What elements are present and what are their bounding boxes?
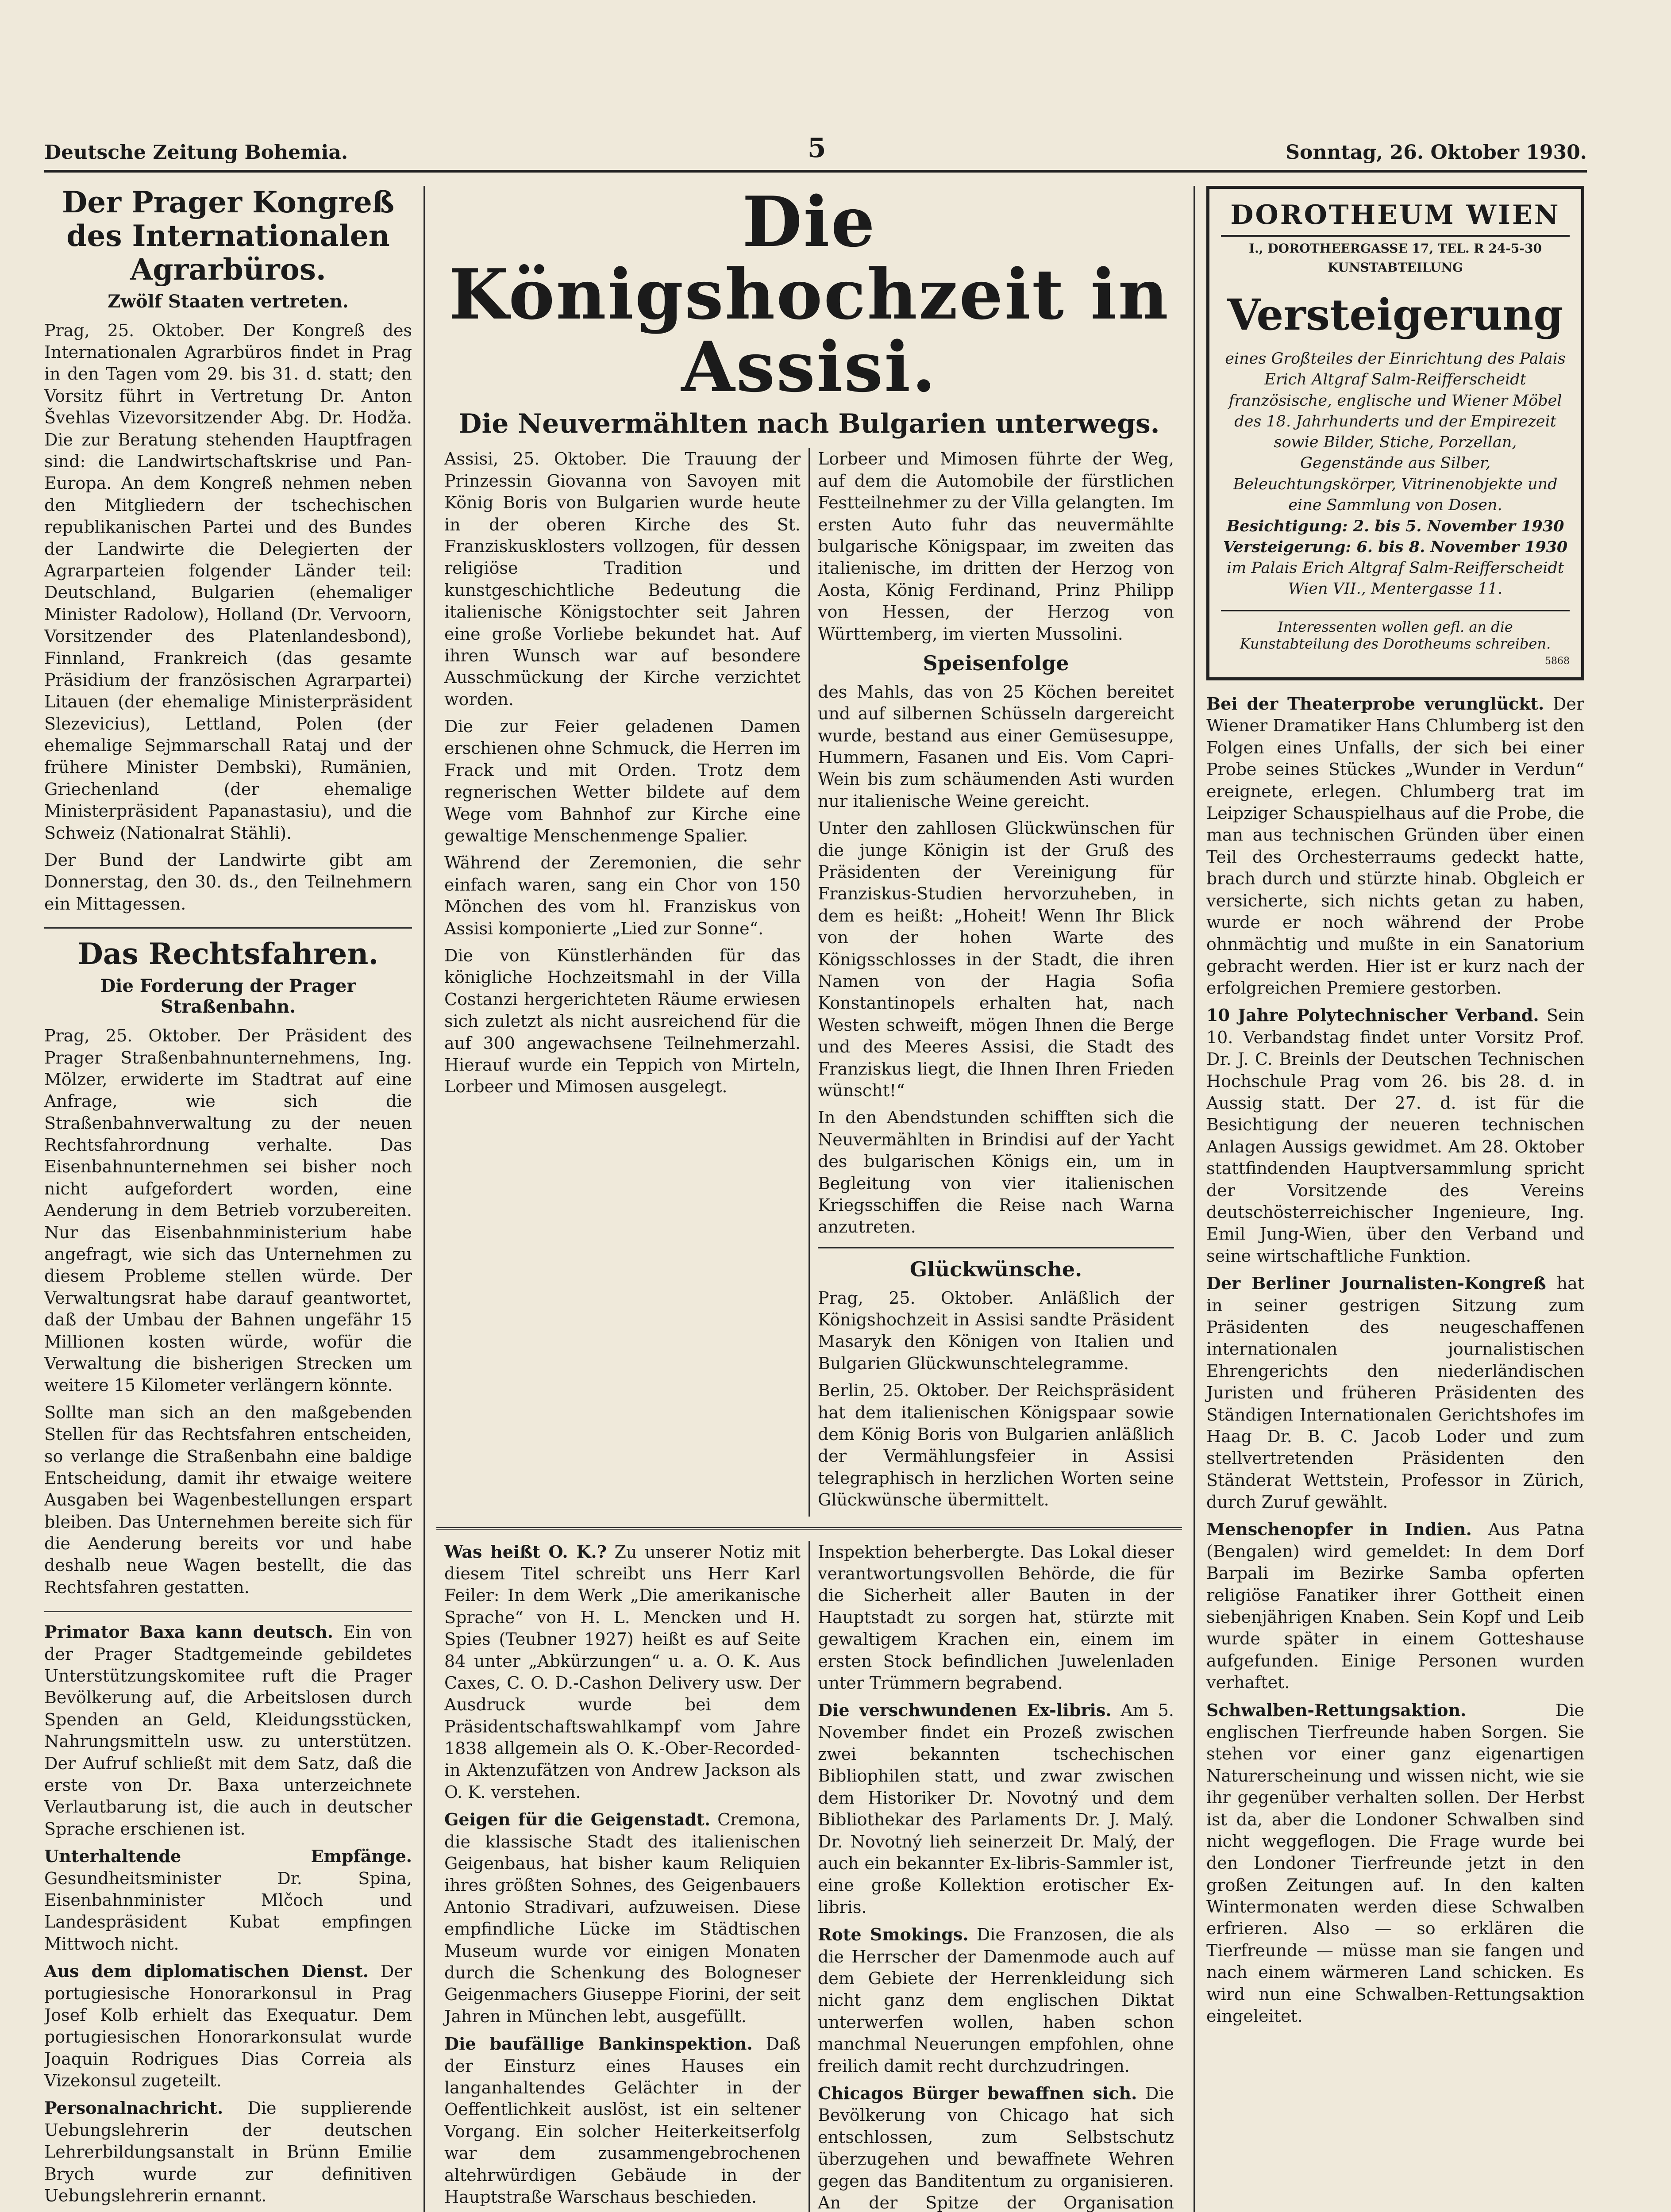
note-heading: Menschenopfer in Indien. [1206, 1519, 1472, 1540]
article-title: Das Rechtsfahren. [77, 937, 379, 972]
note [44, 1845, 412, 1955]
note-heading: Personalnachricht. [44, 2098, 223, 2118]
note [1206, 1272, 1584, 1513]
note [444, 1809, 801, 2028]
note-heading: Die verschwundenen Ex-libris. [818, 1700, 1112, 1720]
royal-columns [436, 448, 1182, 1516]
masthead [44, 133, 1587, 173]
ad-body: eines Großteiles der Einrichtung des Palais Erich Altgraf Salm-Reifferscheidt französische, englische und Wiener Möbel des 18. Jahrhunderts und der Empirezeit sowie Bilder, Stiche, Porzellan, Gegenstände aus Silber, Beleuchtungskörper, Vitrinenobjekte und eine Sammlung von Dosen. [1225, 350, 1566, 514]
paragraph: Die von Künstlerhänden für das königliche Hochzeitsmahl in der Villa Costanzi hergerichteten Räume erwiesen sich zuletzt als nicht ausreichend für die auf 300 angewachsene Teilnehmerzahl. Hierauf wurde ein Teppich von Mirteln, Lorbeer und Mimosen ausgelegt. [444, 945, 801, 1097]
divider [44, 1611, 412, 1612]
note-heading: Geigen für die Geigenstadt. [444, 1809, 710, 1830]
paragraph: Prag, 25. Oktober. Der Präsident des Prager Straßenbahnunternehmens, Ing. Mölzer, erwiderte im Stadtrat auf eine Anfrage, wie sich die Straßenbahnverwaltung zu der neuen Rechtsfahrordnung verhalte. Das Eisenbahnunternehmen sei bisher noch nicht aufgefordert worden, eine Aenderung in dem Betrieb vorzubereiten. Nur das Eisenbahnministerium habe angefragt, wie sich das Unternehmen zu diesem Probleme stellen würde. Der Verwaltungsrat habe darauf geantwortet, daß der Umbau der Bahnen ungefähr 15 Millionen kosten würde, wofür die Verwaltung die bisherigen Strecken um weitere 15 Kilometer verlängern könnte. [44, 1026, 412, 1395]
ad-viewing-dates: Besichtigung: 2. bis 5. November 1930 [1226, 517, 1564, 535]
note-heading: Der Berliner Journalisten-Kongreß [1206, 1273, 1546, 1294]
note-text: Ein von der Prager Stadtgemeinde gebildetes Unterstützungskomitee ruft die Prager Bevölkerung auf, die Arbeitslosen durch Spenden an Geld, Kleidungsstücken, Nahrungsmitteln usw. zu unterstützen. Der Aufruf schließt mit dem Satz, daß die erste von Dr. Baxa unterzeichnete Verlautbarung ist, die auch in deutscher Sprache erschienen ist. [44, 1622, 412, 1839]
middle-section [425, 186, 1195, 2212]
note-text: Inspektion beherbergte. Das Lokal dieser verantwortungsvollen Behörde, die für die Sicherheit aller Bauten in der Hauptstadt zu sorgen hat, stürzte mit gewaltigem Krachen ein, einem im ersten Stock befindlichen Juwelenladen unter Trümmern begrabend. [818, 1542, 1174, 1693]
note [818, 1924, 1174, 2077]
note-text: Die Bevölkerung von Chicago hat sich entschlossen, zum Selbstschutz überzugehen und bewaffnete Wehren gegen das Banditentum zu organisieren. An der Spitze der Organisation [818, 2083, 1174, 2212]
divider [44, 927, 412, 929]
note-heading: Die baufällige Bankinspektion. [444, 2034, 753, 2054]
article-rechtsfahren [44, 937, 412, 1598]
feuilleton-left [436, 1541, 809, 2212]
section-heading: Glückwünsche. [909, 1257, 1082, 1281]
note-heading: Was heißt O. K.? [444, 1541, 607, 1562]
note [818, 1541, 1174, 1694]
note [44, 1621, 412, 1840]
royal-right-column [809, 448, 1182, 1516]
note-heading: Aus dem diplomatischen Dienst. [44, 1961, 369, 1982]
note-text: Cremona, die klassische Stadt des italienischen Geigenbaus, hat bisher kaum Reliquien ihres größten Sohnes, des Geigenbauers Antonio Stradivari, aufzuweisen. Diese empfindliche Lücke im Städtischen Museum wurde vor einigen Monaten durch die Schenkung des Bologneser Geigenmachers Giuseppe Fiorini, der seit Jahren in München lebt, ausgefüllt. [444, 1810, 801, 2026]
headline: Die Königshochzeit in Assisi. [449, 186, 1170, 407]
ad-brand: DOROTHEUM WIEN [1221, 200, 1570, 237]
article-royal-wedding [436, 186, 1182, 1517]
page-number: 5 [807, 133, 826, 164]
note-heading: Chicagos Bürger bewaffnen sich. [818, 2083, 1137, 2103]
note [818, 1699, 1174, 1918]
note [1206, 1518, 1584, 1694]
double-divider [436, 1527, 1182, 1530]
ad-address: I., DOROTHEERGASSE 17, TEL. R 24-5-30 [1249, 241, 1542, 256]
note-text: Die supplierende Uebungslehrerin der deutschen Lehrerbildungsanstalt in Brünn Emilie Brych wurde zur definitiven Uebungslehrerin ernannt. [44, 2098, 412, 2206]
note [1206, 1699, 1584, 2028]
note-text: Am 5. November findet ein Prozeß zwischen zwei bekannten tschechischen Bibliophilen statt, und zwar zwischen dem Historiker Dr. Novotný und dem Bibliothekar des Parlaments Dr. J. Malý. Dr. Novotný lieh seinerzeit Dr. Malý, der auch ein bekannter Ex-libris-Sammler ist, eine große Kollektion erotischer Ex-libris. [818, 1701, 1174, 1917]
note [1206, 693, 1584, 999]
note-text: Zu unserer Notiz mit diesem Titel schreibt uns Herr Karl Feiler: In dem Werk „Die amerikanische Sprache“ von H. L. Mencken und H. Spies (Teubner 1927) heißt es auf Seite 84 unter „Abkürzungen“ u. a. O. K. Aus Caxes, C. O. D.-Cashon Delivery usw. Der Ausdruck wurde bei dem Präsidentschaftswahlkampf vom Jahre 1838 allgemein als O. K.-Ober-Recorded-in Aktenzufätzen von Andrew Jackson als O. K. verstehen. [444, 1542, 801, 1802]
ad-location: im Palais Erich Altgraf Salm-Reifferscheidt Wien VII., Mentergasse 11. [1226, 559, 1564, 598]
ad-title: Versteigerung [1227, 290, 1563, 340]
note [818, 2082, 1174, 2212]
headline-subtitle: Die Neuvermählten nach Bulgarien unterwegs. [458, 408, 1160, 440]
note-text: Die englischen Tierfreunde haben Sorgen. Sie stehen vor einer ganz eigenartigen Naturerscheinung und wissen nicht, wie sie ihr gegenüber verhalten sollen. Der Herbst ist da, aber die Londoner Schwalben sind nicht weggeflogen. Die Frage wurde bei den Londoner Tierfreunde jetzt in den großen Zeitungen auf. In den kalten Wintermonaten werden diese Schwalben erfrieren. Also — so erklären die Tierfreunde — müsse man sie fangen und nach einem wärmeren Land schicken. Es wird nun eine Schwalben-Rettungsaktion eingeleitet. [1206, 1700, 1584, 2026]
dorotheum-advertisement [1206, 186, 1584, 680]
right-column [1195, 186, 1584, 2212]
note-text: Sein 10. Verbandstag findet unter Vorsitz Prof. Dr. J. C. Breinls der Deutschen Technischen Hochschule Prag vom 26. bis 28. d. in Aussig statt. Der 27. d. ist für die Besichtigung der neueren technischen Anlagen Aussigs gewidmet. Am 28. Oktober stattfindenden Hauptversammlung spricht der Vorsitzende des Vereins deutschösterreichischer Ingenieure, Ing. Emil Jung-Wien, über den Verband und seine wirtschaftliche Funktion. [1206, 1006, 1584, 1266]
paragraph: Während der Zeremonien, die sehr einfach waren, sang ein Chor von 150 Mönchen des vom hl. Franziskus von Assisi komponierte „Lied zur Sonne“. [444, 853, 801, 938]
note [44, 2097, 412, 2207]
royal-left-column [436, 448, 809, 1516]
paragraph: In den Abendstunden schifften sich die Neuvermählten in Brindisi auf der Yacht des bulgarischen Königs ein, um in Begleitung von vier italienischen Kriegsschiffen die Reise nach Warna anzutreten. [818, 1108, 1174, 1237]
note-text: Gesundheitsminister Dr. Spina, Eisenbahnminister Mlčoch und Landespräsident Kubat empfingen Mittwoch nicht. [44, 1868, 412, 1954]
ad-department: KUNSTABTEILUNG [1328, 260, 1463, 275]
paragraph: Lorbeer und Mimosen führte der Weg, auf dem die Automobile der fürstlichen Festteilnehmer zu der Villa gelangten. Im ersten Auto fuhr das neuvermählte bulgarische Königspaar, im zweiten das italienische, im dritten der Herzog von Aosta, König Ferdinand, Prinz Philipp von Hessen, der Herzog von Württemberg, im vierten Mussolini. [818, 449, 1174, 644]
feuilleton-columns [436, 1541, 1182, 2212]
section-heading: Speisenfolge [923, 651, 1069, 675]
note-heading: Rote Smokings. [818, 1924, 969, 1945]
short-notes [44, 1621, 412, 2212]
note [1206, 1004, 1584, 1267]
issue-date: Sonntag, 26. Oktober 1930. [1286, 141, 1587, 164]
note [444, 2033, 801, 2208]
paragraph: Sollte man sich an den maßgebenden Stellen für das Rechtsfahren entscheiden, so verlange die Straßenbahn eine baldige Entscheidung, damit ihr etwaige weitere Ausgaben bei Wagenbestellungen erspart bleiben. Das Unternehmen bereite sich für die Aenderung bereits vor und habe deshalb neue Wagen bestellt, die das Rechtsfahren gestatten. [44, 1402, 412, 1597]
article-congress [44, 186, 412, 915]
note-heading: Bei der Theaterprobe verunglückt. [1206, 694, 1544, 714]
ad-auction-dates: Versteigerung: 6. bis 8. November 1930 [1223, 538, 1568, 557]
article-subtitle: Zwölf Staaten vertreten. [108, 291, 349, 312]
article-subtitle: Die Forderung der Prager Straßenbahn. [100, 975, 356, 1018]
paragraph: Prag, 25. Oktober. Anläßlich der Königshochzeit in Assisi sandte Präsident Masaryk den Königen von Italien und Bulgarien Glückwunschtelegramme. [818, 1288, 1174, 1373]
paragraph: Assisi, 25. Oktober. Die Trauung der Prinzessin Giovanna von Savoyen mit König Boris von Bulgarien wurde heute in der oberen Kirche des St. Franziskusklosters vollzogen, für dessen religiöse Tradition und kunstgeschichtliche Bedeutung die italienische Königstochter seit Jahren eine große Vorliebe bekundet hat. Auf ihren Wunsch war auf besondere Ausschmückung der Kirche verzichtet worden. [444, 449, 801, 709]
feuilleton-right [809, 1541, 1182, 2212]
note-text: Der portugiesische Honorarkonsul in Prag Josef Kolb erhielt das Exequatur. Dem portugiesischen Honorarkonsulat wurde Joaquin Rodrigues Dias Correia als Vizekonsul zugeteilt. [44, 1962, 412, 2091]
paragraph: Prag, 25. Oktober. Der Kongreß des Internationalen Agrarbüros findet in Prag in den Tagen vom 29. bis 31. d. statt; den Vorsitz führt in Vertretung Dr. Anton Švehlas Vizevorsitzender Abg. Dr. Hodža. Die zur Beratung stehenden Hauptfragen sind: die Landwirtschaftskrise und Pan-Europa. An dem Kongreß nehmen neben den Mitgliedern der tschechischen republikanischen Partei und des Bundes der Landwirte die Delegierten der Agrarparteien folgender Länder teil: Deutschland, Bulgarien (ehemaliger Minister Radolow), Holland (Dr. Vervoorn, Vorsitzender des Platenlandesbond), Finnland, Frankreich (das gesamte Präsidium der französischen Agrarpartei) Litauen (der ehemalige Ministerpräsident Slezevicius), Lettland, Polen (der ehemalige Sejmmarschall Rataj und der frühere Minister Dembski), Rumänien, Griechenland (der ehemalige Ministerpräsident Papanastasiu), und die Schweiz (Nationalrat Stähli). [44, 320, 412, 843]
note-heading: Schwalben-Rettungsaktion. [1206, 1700, 1467, 1720]
ad-footnote: Interessenten wollen gefl. an die Kunstabteilung des Dorotheums schreiben. [1221, 610, 1570, 652]
left-column [44, 186, 425, 2212]
note-text: Aus Patna (Bengalen) wird gemeldet: In dem Dorf Barpali im Bezirke Samba opferten religiöse Fanatiker ihrer Gottheit einen siebenjährigen Knaben. Sein Kopf und Leib wurde später in einem Gotteshause aufgefunden. Einige Personen wurden verhaftet. [1206, 1520, 1584, 1693]
paragraph: Berlin, 25. Oktober. Der Reichspräsident hat dem italienischen Königspaar sowie dem König Boris von Bulgarien anläßlich der Vermählungsfeier in Assisi telegraphisch in herzlichen Worten seine Glückwünsche übermittelt. [818, 1381, 1174, 1510]
paragraph: Der Bund der Landwirte gibt am Donnerstag, den 30. ds., den Teilnehmern ein Mittagessen. [44, 850, 412, 914]
divider [818, 1247, 1174, 1248]
ad-code: 5868 [1545, 656, 1570, 667]
note-text: hat in seiner gestrigen Sitzung zum Präsidenten des neugeschaffenen internationalen journalistischen Ehrengerichts den niederländischen Juristen und früheren Präsidenten des Ständigen Internationalen Gerichtshofes im Haag Dr. B. C. Jacob Loder und zum stellvertretenden Präsidenten den Ständerat Wettstein, Professor in Zürich, durch Zuruf gewählt. [1206, 1274, 1584, 1512]
note-text: Die Franzosen, die als die Herrscher der Damenmode auch auf dem Gebiete der Herrenkleidung sich nicht ganz dem englischen Diktat unterwerfen wollen, haben schon manchmal Neuerungen empfohlen, ohne freilich damit recht durchzudringen. [818, 1925, 1174, 2076]
note-heading: 10 Jahre Polytechnischer Verband. [1206, 1005, 1539, 1025]
note [444, 1541, 801, 1804]
note-heading: Unterhaltende Empfänge. [44, 1846, 412, 1866]
note [44, 1960, 412, 2092]
article-title: Der Prager Kongreß des Internationalen Agrarbüros. [62, 186, 394, 287]
paragraph: des Mahls, das von 25 Köchen bereitet und auf silbernen Schüsseln dargereicht wurde, bestand aus einer Gemüsesuppe, Hummern, Fasanen und Eis. Vom Capri-Wein bis zum schäumenden Asti wurden nur italienische Weine gereicht. [818, 682, 1174, 811]
paragraph: Die zur Feier geladenen Damen erschienen ohne Schmuck, die Herren im Frack und mit Orden. Trotz dem regnerischen Wetter bildete auf dem Wege vom Bahnhof zur Kirche eine gewaltige Menschenmenge Spalier. [444, 717, 801, 846]
paragraph: Unter den zahllosen Glückwünschen für die junge Königin ist der Gruß des Präsidenten der Vereinigung für Franziskus-Studien hervorzuheben, in dem es heißt: „Hoheit! Wenn Ihr Blick von der hohen Warte des Königsschlosses in der Stadt, die ihren Namen von der Hagia Sofia Konstantinopels erhalten hat, nach Westen schweift, mögen Ihnen die Berge und des Meeres Assisi, die Stadt des Franziskus liegt, die Ihnen Ihren Frieden wünscht!“ [818, 818, 1174, 1100]
note-heading: Primator Baxa kann deutsch. [44, 1622, 333, 1642]
columns [44, 186, 1587, 2212]
note-text: Der Wiener Dramatiker Hans Chlumberg ist den Folgen eines Unfalls, der sich bei einer Probe seines Stückes „Wunder in Verdun“ ereignete, erlegen. Chlumberg trat im Leipziger Schauspielhaus auf die Probe, die man aus technischen Gründen über einen Teil des Orchesterraums gedeckt hatte, brach durch und stürzte hinab. Obgleich er versicherte, sich nichts getan zu haben, wurde er noch während der Probe ohnmächtig und mußte in ein Sanatorium gebracht werden. Hier ist er kurz nach der erfolgreichen Premiere gestorben. [1206, 694, 1584, 998]
note-text: Daß der Einsturz eines Hauses ein langanhaltendes Gelächter in der Oeffentlichkeit auslöst, ist ein seltener Vorgang. Ein solcher Heiterkeitserfolg war dem zusammengebrochenen altehrwürdigen Gebäude in der Hauptstraße Warschaus beschieden. [444, 2034, 801, 2207]
newspaper-name: Deutsche Zeitung Bohemia. [44, 141, 348, 164]
